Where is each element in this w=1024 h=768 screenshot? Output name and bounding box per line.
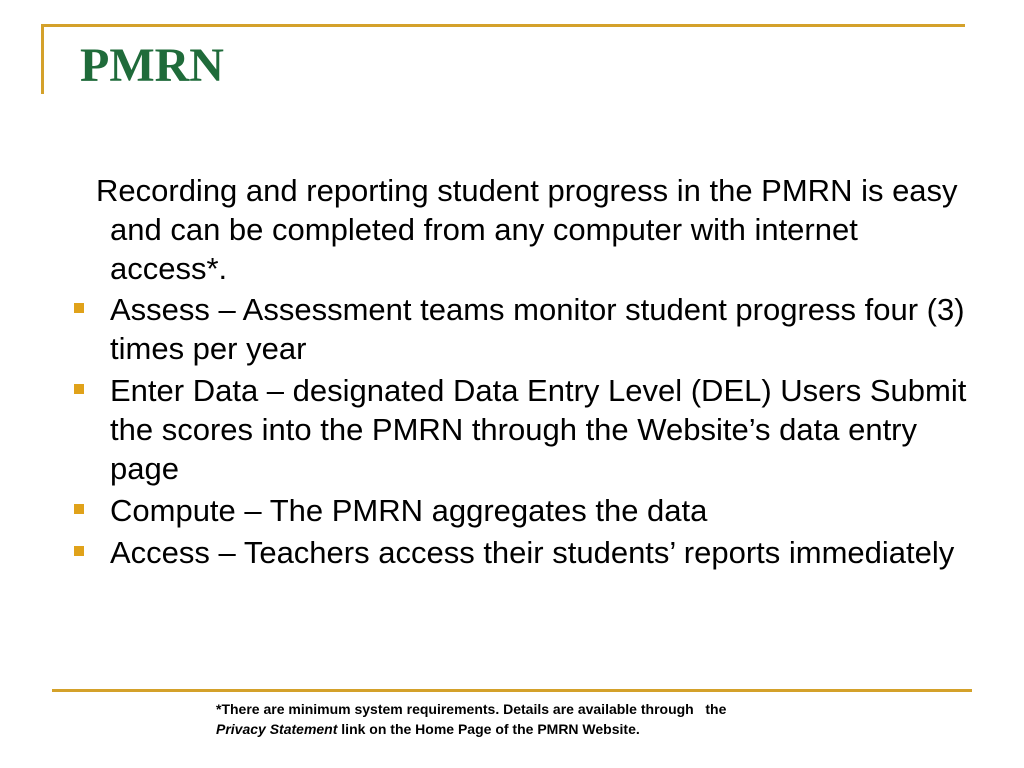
bullet-text: Enter Data – designated Data Entry Level (DEL) Users Submit the scores into the PMRN through the Website’s data entry page [110, 373, 967, 486]
bullet-item-access [72, 533, 972, 572]
footnote-line2: link on the Home Page of the PMRN Website. [337, 721, 640, 737]
bullet-item-assess [72, 290, 972, 368]
bullet-list [72, 290, 972, 572]
footnote-line1: *There are minimum system requirements. Details are available through the [216, 701, 727, 717]
footnote [216, 699, 936, 739]
intro-paragraph: Recording and reporting student progress in the PMRN is easy and can be completed from any computer with internet access*. [96, 173, 958, 286]
privacy-statement-link-text: Privacy Statement [216, 721, 338, 737]
bullet-text: Assess – Assessment teams monitor student progress four (3) times per year [110, 292, 965, 366]
square-bullet-icon [74, 504, 84, 514]
top-vertical-rule [41, 24, 44, 94]
bullet-text: Access – Teachers access their students’ reports immediately [110, 535, 955, 570]
bullet-item-compute [72, 491, 972, 530]
top-horizontal-rule [41, 24, 965, 27]
square-bullet-icon [74, 384, 84, 394]
bottom-rule [52, 689, 972, 692]
slide-title: PMRN [80, 39, 224, 92]
slide-body [72, 171, 972, 575]
bullet-item-enter-data [72, 371, 972, 488]
square-bullet-icon [74, 546, 84, 556]
square-bullet-icon [74, 303, 84, 313]
bullet-text: Compute – The PMRN aggregates the data [110, 493, 708, 528]
